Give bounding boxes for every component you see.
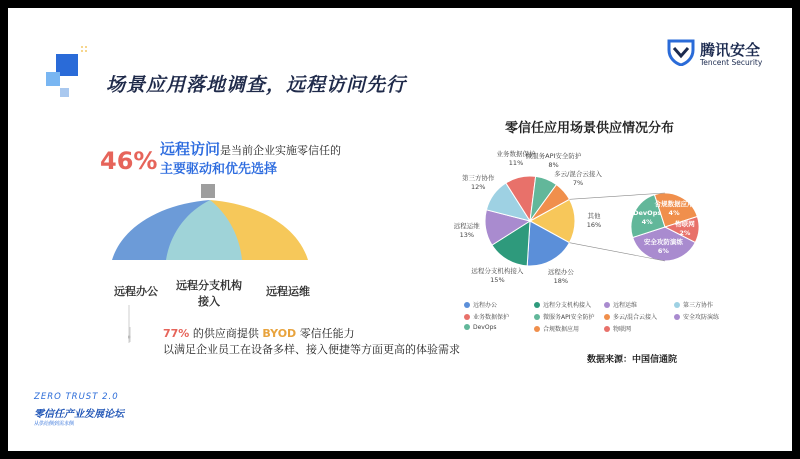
page-title: 场景应用落地调查，远程访问先行 [106, 74, 407, 96]
byod-mid: 的供应商提供 [192, 327, 259, 340]
byod-label: BYOD [262, 327, 297, 340]
legend-item [534, 324, 579, 333]
brand-name: 腾讯安全 [700, 41, 761, 59]
main-slice-label: 多云/混合云接入 7% [554, 169, 602, 187]
tencent-security-logo-icon [667, 38, 695, 66]
legend-label: DevOps [473, 324, 497, 331]
main-slice-label: 微服务API安全防护 8% [525, 152, 582, 170]
byod-note-line-1 [163, 325, 355, 341]
byod-tail: 零信任能力 [299, 327, 355, 340]
legend-item [534, 300, 591, 309]
stat-line-2: 主要驱动和优先选择 [160, 162, 278, 177]
data-source: 数据来源：中国信通院 [587, 355, 678, 365]
footer-forum-name: 零信任产业发展论坛 [34, 409, 124, 420]
umbrella-top-icon [201, 184, 215, 198]
legend-swatch [534, 314, 540, 320]
main-slice-label: 远程分支机构接入 15% [471, 267, 524, 285]
legend-item [464, 300, 497, 309]
umbrella-label-remote-office: 远程办公 [114, 285, 158, 298]
stat-highlight: 远程访问 [160, 140, 221, 158]
legend-swatch [464, 302, 470, 308]
legend-swatch [464, 314, 470, 320]
legend-swatch [604, 314, 610, 320]
pie-labels [440, 140, 760, 300]
legend-label: 第三方协作 [683, 302, 714, 309]
footer-zero-trust: ZERO TRUST 2.0 [34, 392, 119, 402]
chart-legend [464, 300, 734, 342]
umbrella-label-branch-access: 远程分支机构接入 [176, 279, 242, 308]
legend-item [464, 312, 509, 321]
footer-tagline: 从供给侧到需求侧 [34, 421, 75, 427]
legend-label: 物联网 [613, 326, 632, 333]
legend-item [674, 300, 713, 309]
legend-swatch [534, 302, 540, 308]
legend-label: 多云/混合云接入 [613, 314, 658, 321]
main-slice-label: 远程办公 18% [547, 268, 574, 286]
legend-item [604, 300, 637, 309]
legend-item [604, 312, 657, 321]
legend-item [464, 324, 497, 331]
connector-line [128, 305, 158, 355]
stat-line-1 [160, 138, 341, 159]
chart-title: 零信任应用场景供应情况分布 [505, 121, 675, 136]
main-slice-label: 业务数据保护 11% [496, 149, 536, 167]
legend-item [604, 324, 631, 333]
umbrella-label-remote-ops: 远程运维 [266, 285, 310, 298]
sub-slice-label: DevOps 4% [633, 208, 662, 226]
legend-item [674, 312, 719, 321]
legend-label: 业务数据保护 [473, 314, 510, 321]
legend-swatch [464, 324, 470, 330]
legend-label: 合规数据应用 [543, 326, 580, 333]
byod-note-line-2: 以满足企业员工在设备多样、接入便捷等方面更高的体验需求 [163, 343, 460, 356]
legend-swatch [674, 302, 680, 308]
sub-slice-label: 安全攻防演练 6% [643, 237, 683, 255]
legend-label: 远程办公 [473, 302, 498, 309]
legend-label: 微服务API安全防护 [543, 314, 595, 321]
legend-label: 远程分支机构接入 [543, 302, 592, 309]
legend-label: 远程运维 [613, 302, 638, 309]
legend-swatch [534, 326, 540, 332]
main-slice-label: 第三方协作 12% [461, 174, 495, 192]
legend-swatch [604, 302, 610, 308]
legend-swatch [604, 326, 610, 332]
legend-swatch [674, 314, 680, 320]
brand-subtitle: Tencent Security [700, 58, 763, 67]
decorative-squares-icon [40, 44, 90, 102]
main-slice-label: 远程运维 13% [453, 222, 480, 239]
main-slice-label: 其他 16% [586, 212, 602, 229]
legend-item [534, 312, 595, 321]
legend-label: 安全攻防演练 [683, 314, 720, 321]
byod-pct: 77% [163, 327, 190, 340]
sub-slice-label: 物联网 2% [675, 219, 695, 237]
sub-slice-label: 合规数据应用 4% [654, 200, 694, 218]
stat-line-1-rest: 是当前企业实施零信任的 [220, 144, 342, 157]
stat-percentage: 46% [100, 147, 158, 175]
